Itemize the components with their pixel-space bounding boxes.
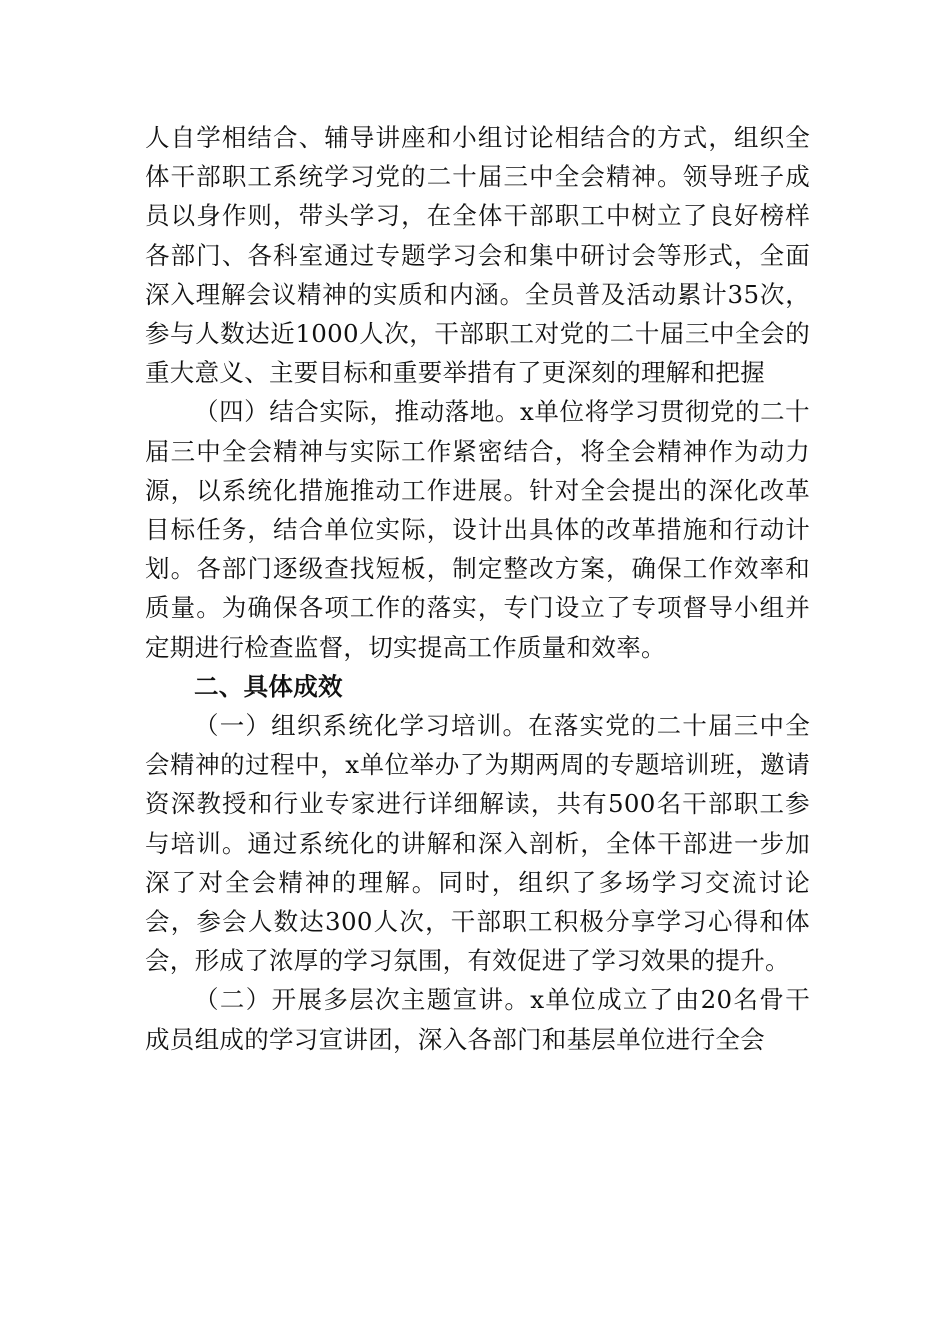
document-page [145,118,810,1059]
section-heading-results: 二、具体成效 [194,671,343,701]
paragraph-section-four: （四）结合实际，推动落地。x单位将学习贯彻党的二十届三中全会精神与实际工作紧密结合，将全会精神作为动力源，以系统化措施推动工作进展。针对全会提出的深化改革目标任务，结合单位实际，设计出具体的改革措施和行动计划。各部门逐级查找短板，制定整改方案，确保工作效率和质量。为确保各项工作的落实，专门设立了专项督导小组并定期进行检查监督，切实提高工作质量和效率。 [145,397,810,662]
paragraph-study-methods: 人自学相结合、辅导讲座和小组讨论相结合的方式，组织全体干部职工系统学习党的二十届三中全会精神。领导班子成员以身作则，带头学习，在全体干部职工中树立了良好榜样各部门、各科室通过专题学习会和集中研讨会等形式，全面深入理解会议精神的实质和内涵。全员普及活动累计35次，参与人数达近1000人次，干部职工对党的二十届三中全会的重大意义、主要目标和重要举措有了更深刻的理解和把握 [145,123,810,388]
paragraph-result-two: （二）开展多层次主题宣讲。x单位成立了由20名骨干成员组成的学习宣讲团，深入各部门和基层单位进行全会 [145,985,810,1054]
paragraph-result-one: （一）组织系统化学习培训。在落实党的二十届三中全会精神的过程中，x单位举办了为期两周的专题培训班，邀请资深教授和行业专家进行详细解读，共有500名干部职工参与培训。通过系统化的讲解和深入剖析，全体干部进一步加深了对全会精神的理解。同时，组织了多场学习交流讨论会，参会人数达300人次，干部职工积极分享学习心得和体会，形成了浓厚的学习氛围，有效促进了学习效果的提升。 [145,711,810,976]
